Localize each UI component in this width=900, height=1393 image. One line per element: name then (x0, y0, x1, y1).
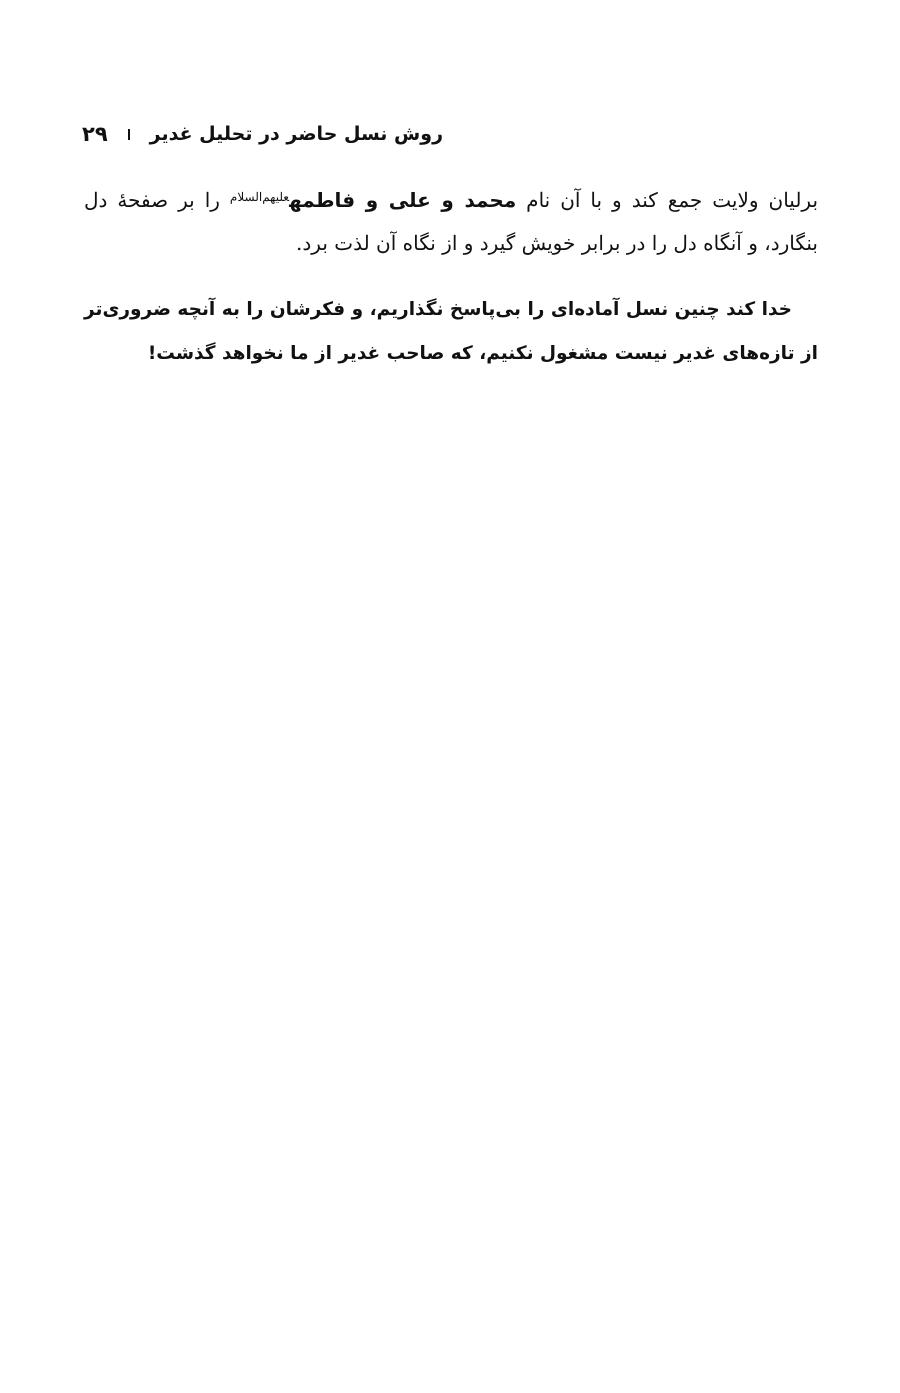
paragraph-1-text-start: برلیان ولایت جمع کند و با آن نام (516, 188, 819, 212)
conjunction-2: و (355, 188, 389, 212)
running-header (82, 116, 444, 152)
square-separator-icon (128, 129, 130, 140)
name-ali: علی (388, 188, 431, 212)
conjunction-1: و (430, 188, 465, 212)
page-number: ۲۹ (82, 121, 108, 146)
paragraph-1 (84, 176, 818, 265)
honorific-ligature: علیهم‌السلام (229, 190, 290, 204)
name-muhammad: محمد (464, 188, 517, 212)
running-title: روش نسل حاضر در تحلیل غدیر (149, 123, 444, 145)
name-fatima: فاطمه (289, 188, 356, 212)
paragraph-2: خدا کند چنین نسل آماده‌ای را بی‌پاسخ نگذاریم، و فکرشان را به آنچه ضروری‌تر از تازه‌های غدیر نیست مشغول نکنیم، که صاحب غدیر از ما نخواهد گذشت! (84, 299, 818, 364)
paragraph-1-text-end: را بر صفحهٔ دل بنگارد، و آنگاه دل را در برابر خویش گیرد و از نگاه آن لذت برد. (84, 188, 818, 255)
